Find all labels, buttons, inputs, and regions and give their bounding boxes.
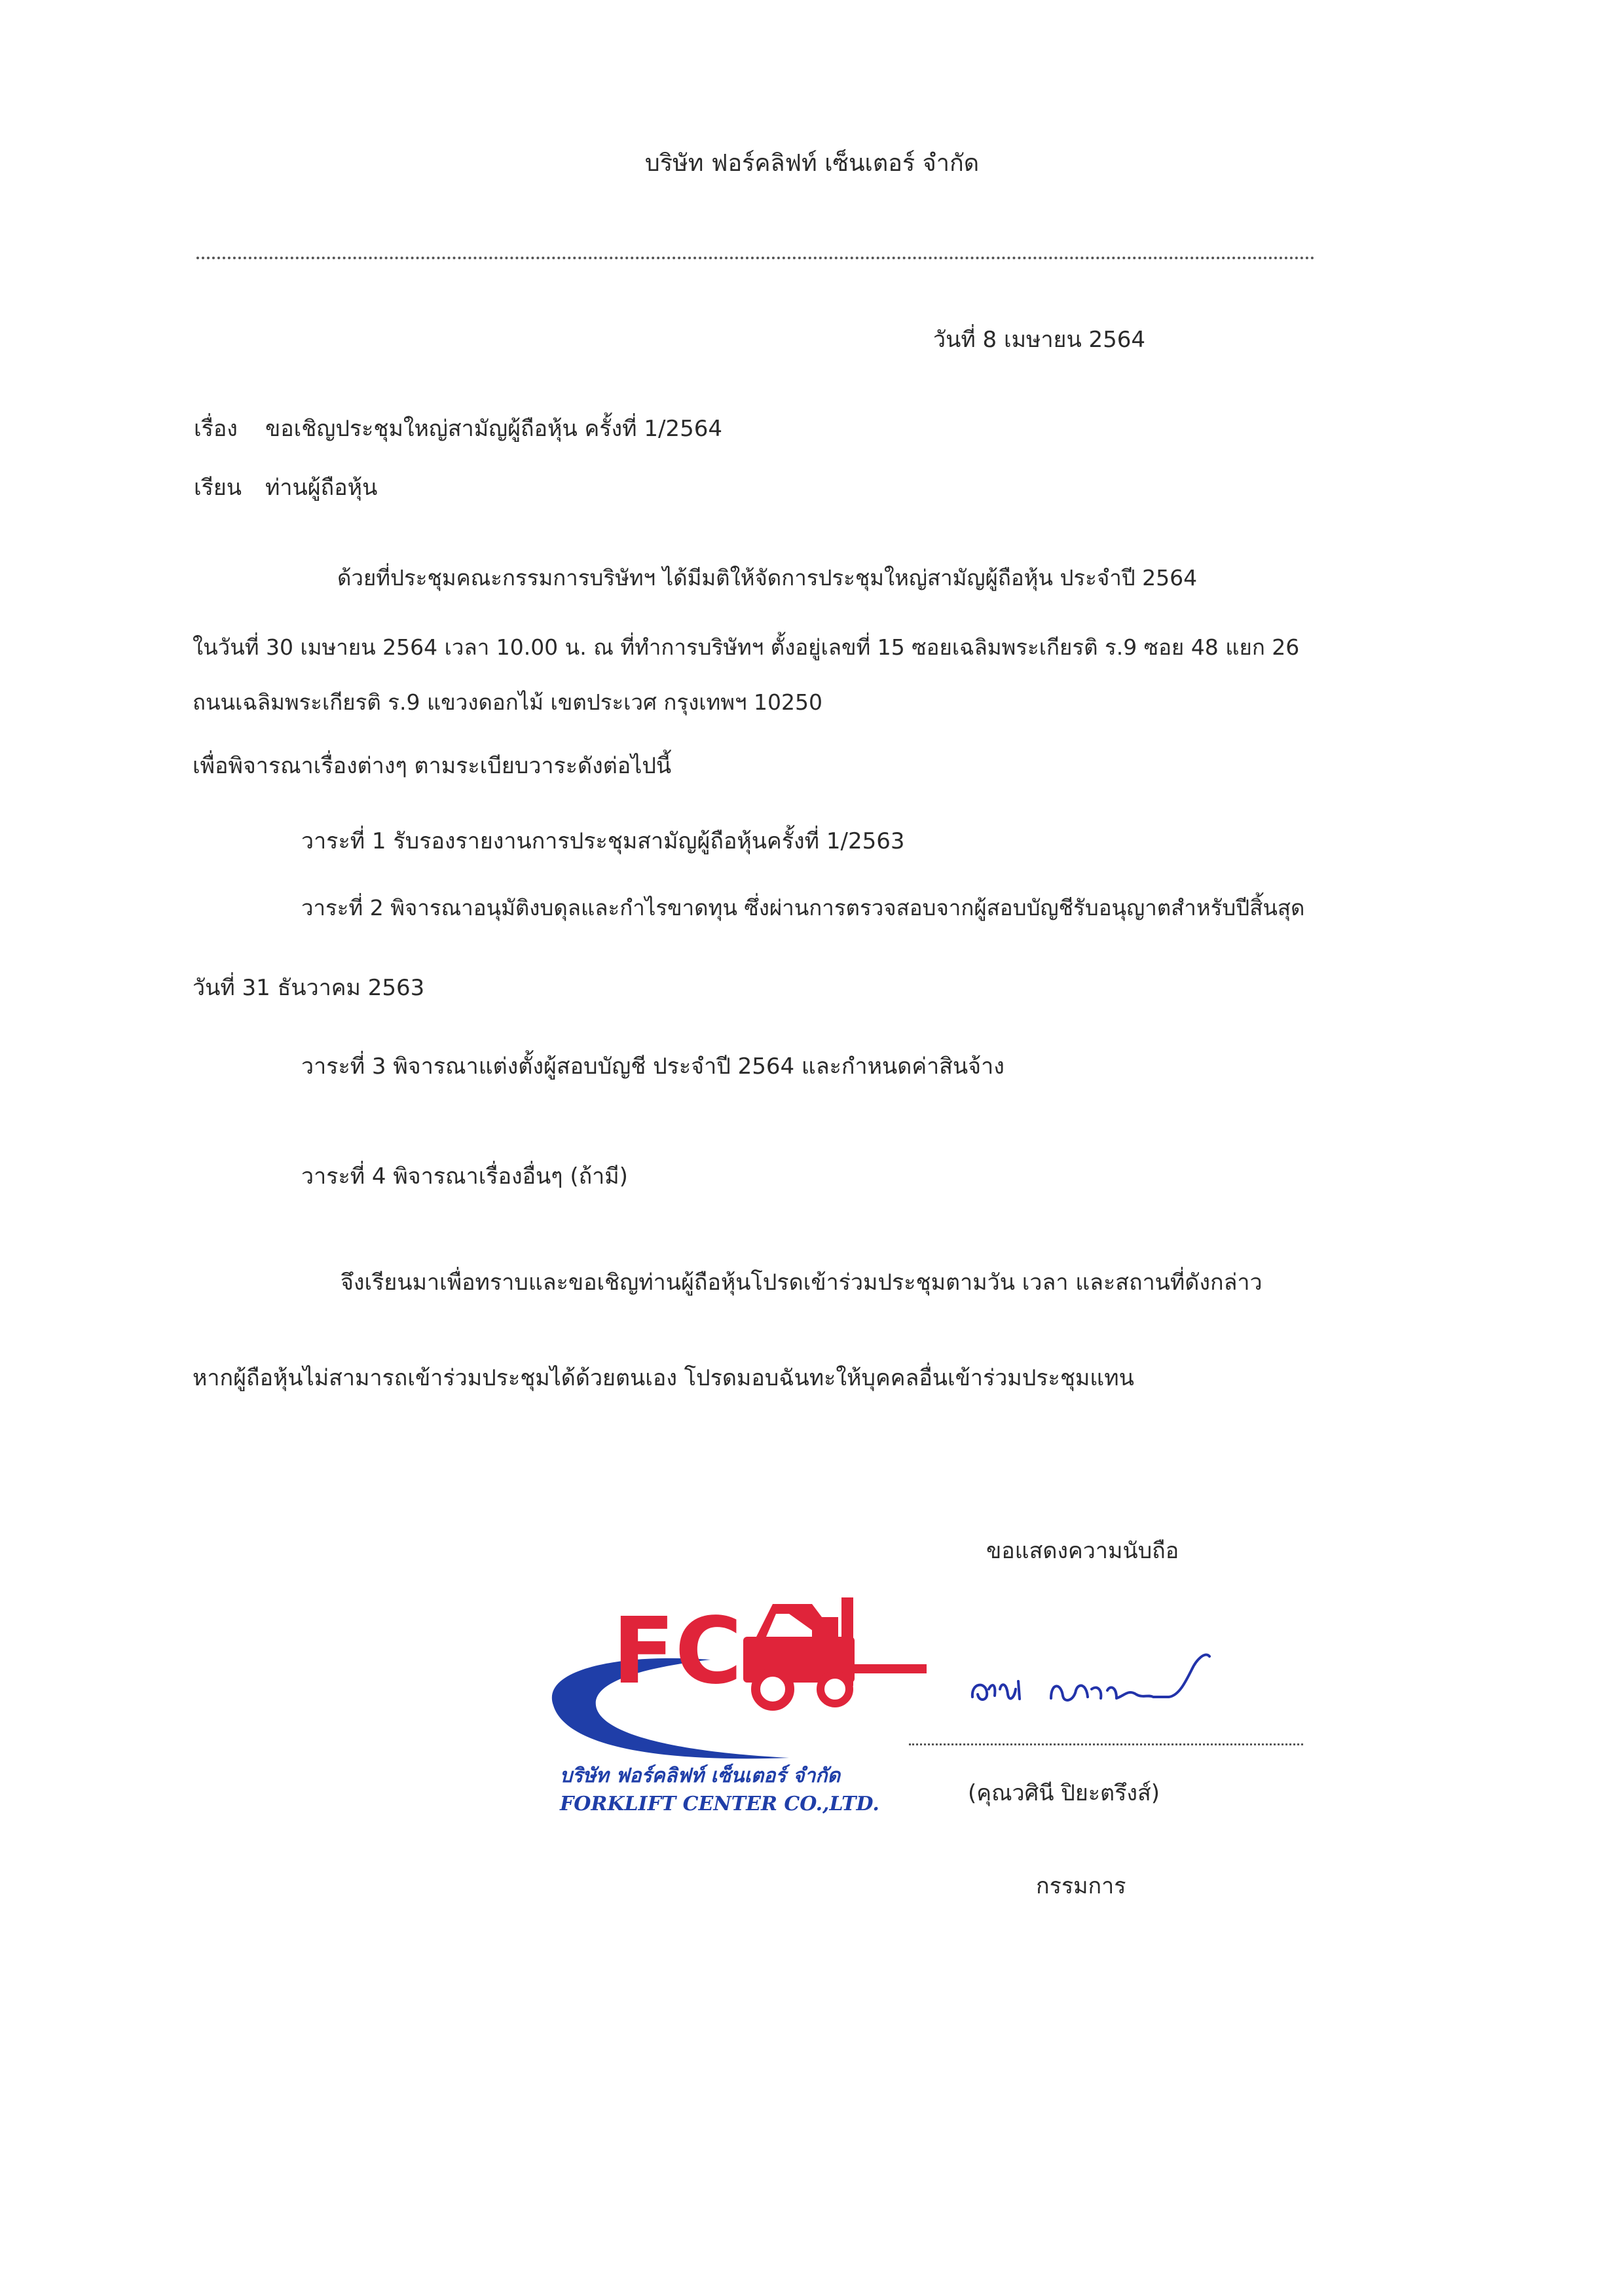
closing-line-1: จึงเรียนมาเพื่อทราบและขอเชิญท่านผู้ถือหุ้นโปรดเข้าร่วมประชุมตามวัน เวลา และสถานที่ดังกล่าว [341, 1269, 1263, 1296]
company-logo-stamp [514, 1591, 946, 1833]
body-line-4: เพื่อพิจารณาเรื่องต่างๆ ตามระเบียบวาระดังต่อไปนี้ [193, 753, 672, 779]
body-line-3: ถนนเฉลิมพระเกียรติ ร.9 แขวงดอกไม้ เขตประเวศ กรุงเทพฯ 10250 [193, 689, 823, 715]
agenda-item-2-continuation: วันที่ 31 ธันวาคม 2563 [193, 975, 425, 1001]
regards: ขอแสดงความนับถือ [986, 1538, 1179, 1564]
closing-line-2: หากผู้ถือหุ้นไม่สามารถเข้าร่วมประชุมได้ด้วยตนเอง โปรดมอบฉันทะให้บุคคลอื่นเข้าร่วมประชุมแทน [193, 1365, 1134, 1391]
agenda-item-3: วาระที่ 3 พิจารณาแต่งตั้งผู้สอบบัญชี ประจำปี 2564 และกำหนดค่าสินจ้าง [301, 1053, 1005, 1080]
logo-letters: FC [612, 1598, 743, 1705]
forklift-icon [743, 1597, 927, 1706]
agenda-item-4: วาระที่ 4 พิจารณาเรื่องอื่นๆ (ถ้ามี) [301, 1163, 628, 1190]
letter-date: วันที่ 8 เมษายน 2564 [933, 327, 1146, 353]
agenda-item-2: วาระที่ 2 พิจารณาอนุมัติงบดุลและกำไรขาดทุน ซึ่งผ่านการตรวจสอบจากผู้สอบบัญชีรับอนุญาตสำหรับปีสิ้นสุด [301, 895, 1305, 920]
header-divider [196, 257, 1315, 259]
body-line-2: ในวันที่ 30 เมษายน 2564 เวลา 10.00 น. ณ ที่ทำการบริษัทฯ ตั้งอยู่เลขที่ 15 ซอยเฉลิมพระเกียรติ ร.9 ซอย 48 แยก 26 [193, 634, 1300, 660]
subject-text: ขอเชิญประชุมใหญ่สามัญผู้ถือหุ้น ครั้งที่ 1/2564 [265, 416, 722, 442]
body-line-1: ด้วยที่ประชุมคณะกรรมการบริษัทฯ ได้มีมติให้จัดการประชุมใหญ่สามัญผู้ถือหุ้น ประจำปี 2564 [337, 565, 1198, 591]
recipient-label: เรียน [194, 475, 242, 501]
logo-thai-name: บริษัท ฟอร์คลิฟท์ เซ็นเตอร์ จำกัด [560, 1764, 840, 1787]
agenda-item-1: วาระที่ 1 รับรองรายงานการประชุมสามัญผู้ถือหุ้นครั้งที่ 1/2563 [301, 828, 905, 854]
recipient-text: ท่านผู้ถือหุ้น [265, 475, 378, 501]
company-header: บริษัท ฟอร์คลิฟท์ เซ็นเตอร์ จำกัด [644, 150, 980, 177]
signatory-name: (คุณวศินี ปิยะตรึงส์) [968, 1780, 1160, 1806]
signatory-title: กรรมการ [1036, 1873, 1126, 1899]
signature-line [909, 1743, 1303, 1745]
logo-english-name: FORKLIFT CENTER CO.,LTD. [560, 1793, 879, 1815]
subject-label: เรื่อง [194, 416, 238, 442]
handwritten-signature [953, 1643, 1234, 1715]
